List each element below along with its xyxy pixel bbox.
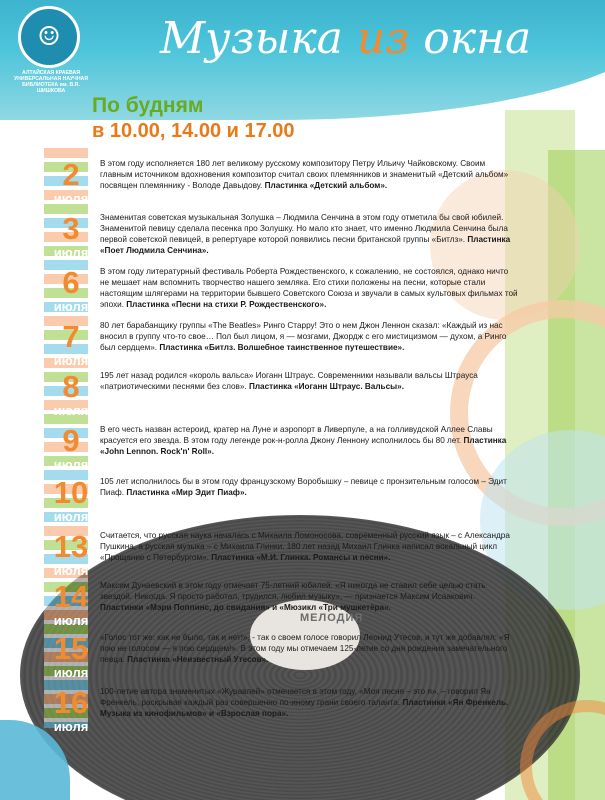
record-title: Пластинки «Мэри Поппинс, до свидания» и «Мюзикл «Три мушкетёра». [100,603,391,612]
date-month: июля [53,299,89,314]
record-title: Пластинка «Неизвестный Утесов». [127,655,269,664]
date-month: июля [53,509,89,524]
title-word-1: Музыка [160,13,343,64]
date-day: 8 [62,369,80,404]
record-title: Пластинка «М.И. Глинка. Романсы и песни». [211,553,391,562]
vinyl-label-text: МЕЛОДИЯ [300,612,364,624]
entry-text: Знаменитая советская музыкальная Золушка – Людмила Сенчина в этом году отметила бы свой юбилей. Знаменитой певицу сделала песенка про Золушку. Но мало кто знает, что именно Людмила Сенчина была первой советской певицей, в репертуаре которой появились песни британской группы «Битлз». [100,213,508,244]
entry-description [100,320,518,353]
entry-description [100,632,518,665]
entry-description [100,686,518,719]
date-month: июля [53,563,89,578]
date-day: 3 [62,211,80,246]
date-month: июля [53,613,89,628]
date-badge [46,686,96,736]
date-month: июля [53,191,89,206]
entry-description [100,424,518,457]
date-day: 16 [53,685,89,720]
entry-text: В этом году исполняется 180 лет великому русскому композитору Петру Ильичу Чайковскому. Своим главным источником вдохновения композитор считал своих племянников и знаменитый «Детский альбом» посвящен племяннику - Володе Давыдову. [100,159,509,190]
date-month: июля [53,353,89,368]
date-badge [46,266,96,316]
logo-text: АЛТАЙСКАЯ КРАЕВАЯ УНИВЕРСАЛЬНАЯ НАУЧНАЯ БИБЛИОТЕКА им. В.Я. ШИШКОВА [13,70,89,94]
date-day: 6 [62,265,80,300]
date-month: июля [53,245,89,260]
record-title: Пластинка «Битлз. Волшебное таинственное путешествие». [159,343,405,352]
entry-description [100,476,518,498]
entry-description [100,530,518,563]
date-badge [46,580,96,630]
portrait-icon: ☺ [18,6,80,68]
library-logo [8,4,89,94]
date-badge [46,424,96,474]
entry-text: 105 лет исполнилось бы в этом году французскому Воробышку – певице с пронзительным голосом – Эдит Пиаф. [100,477,507,497]
date-month: июля [53,719,89,734]
record-title: Пластинка «John Lennon. Rock'n' Roll». [100,436,507,456]
date-day: 7 [62,319,80,354]
date-badge [46,158,96,208]
record-title: Пластинки «Ян Френкель. Музыка из кинофильмов» и «Взрослая пора». [100,698,509,718]
entry-text: 195 лет назад родился «король вальса» Иоганн Штраус. Современники называли вальсы Штрауса «патриотическими песнями без слов». [100,371,478,391]
date-badge [46,632,96,682]
record-title: Пластинка «Иоганн Штраус. Вальсы». [248,382,404,391]
title-word-3: окна [423,13,532,64]
date-badge [46,212,96,262]
date-badge [46,370,96,420]
entry-text: 100-летие автора знаменитых «Журавлей» отмечается в этом году. «Моя песня – это я», – говорил Ян Френкель, раскрывая каждый раз совершенно по-иному грани своего таланта. [100,687,491,707]
date-month: июля [53,457,89,472]
date-month: июля [53,665,89,680]
entry-description [100,212,518,256]
date-day: 2 [62,157,80,192]
entry-text: Считается, что русская наука началась с Михаила Ломоносова, современный русский язык – с Александра Пушкина, а русская музыка – с Михаила Глинки. 180 лет назад Михаил Глинка написал вокальный цикл «Прощание с Петербургом». [100,531,510,562]
date-badge [46,530,96,580]
entry-description [100,266,518,310]
record-title: Пластинка «Детский альбом». [264,181,388,190]
schedule-days: По будням [92,94,204,117]
entry-description [100,158,518,191]
date-badge [46,320,96,370]
date-month: июля [53,403,89,418]
entry-description [100,370,518,392]
date-day: 15 [53,631,89,666]
entry-text: «Голос тот же: как не было, так и нет!», - так о своем голосе говорил Леонид Утесов, и тут же добавлял: «Я пою не голосом — я пою сердцем!». В этом году мы отмечаем 125-летие со дня рождения замечательного певца. [100,633,510,664]
date-day: 14 [53,579,89,614]
entry-text: Максим Дунаевский в этом году отмечает 75-летний юбилей. «Я никогда не ставил себе целью стать звездой. Никогда. Я просто работал, трудился, любил музыку», — признается Максим Исаакович. [100,581,486,601]
record-title: Пластинка «Песни на стихи Р. Рождественского». [126,300,327,309]
entry-text: В его честь назван астероид, кратер на Луне и аэропорт в Ливерпуле, а на голливудской Аллее Славы красуется его звезда. В этом году легенде рок-н-ролла Джону Леннону исполнилось бы 80 лет. [100,425,493,445]
date-badge [46,476,96,526]
entry-text: 80 лет барабанщику группы «The Beatles» Ринго Старру! Это о нем Джон Леннон сказал: «Каждый из нас вносил в группу что-то свое… Пол был лицом, я — мозгами, Джордж с его мистицизмом — духом, а Ринго был сердцем». [100,321,507,352]
entry-description [100,580,518,613]
record-title: Пластинка «Мир Эдит Пиаф». [126,488,247,497]
entry-text: В этом году литературный фестиваль Роберта Рождественского, к сожалению, не состоялся, однако ничто не мешает нам вспомнить творчество нашего земляка. Его стихи положены на песни, которые стали настоящим шлягерами на территории бывшего Советского Союза и звучали в самых культовых фильмах той эпохи. [100,267,518,309]
date-day: 13 [53,529,89,564]
page-title [160,4,531,74]
date-day: 10 [53,475,89,510]
title-word-2: из [356,13,410,64]
schedule-times: в 10.00, 14.00 и 17.00 [92,120,295,142]
date-day: 9 [62,423,80,458]
record-title: Пластинка «Поет Людмила Сенчина». [100,235,511,255]
